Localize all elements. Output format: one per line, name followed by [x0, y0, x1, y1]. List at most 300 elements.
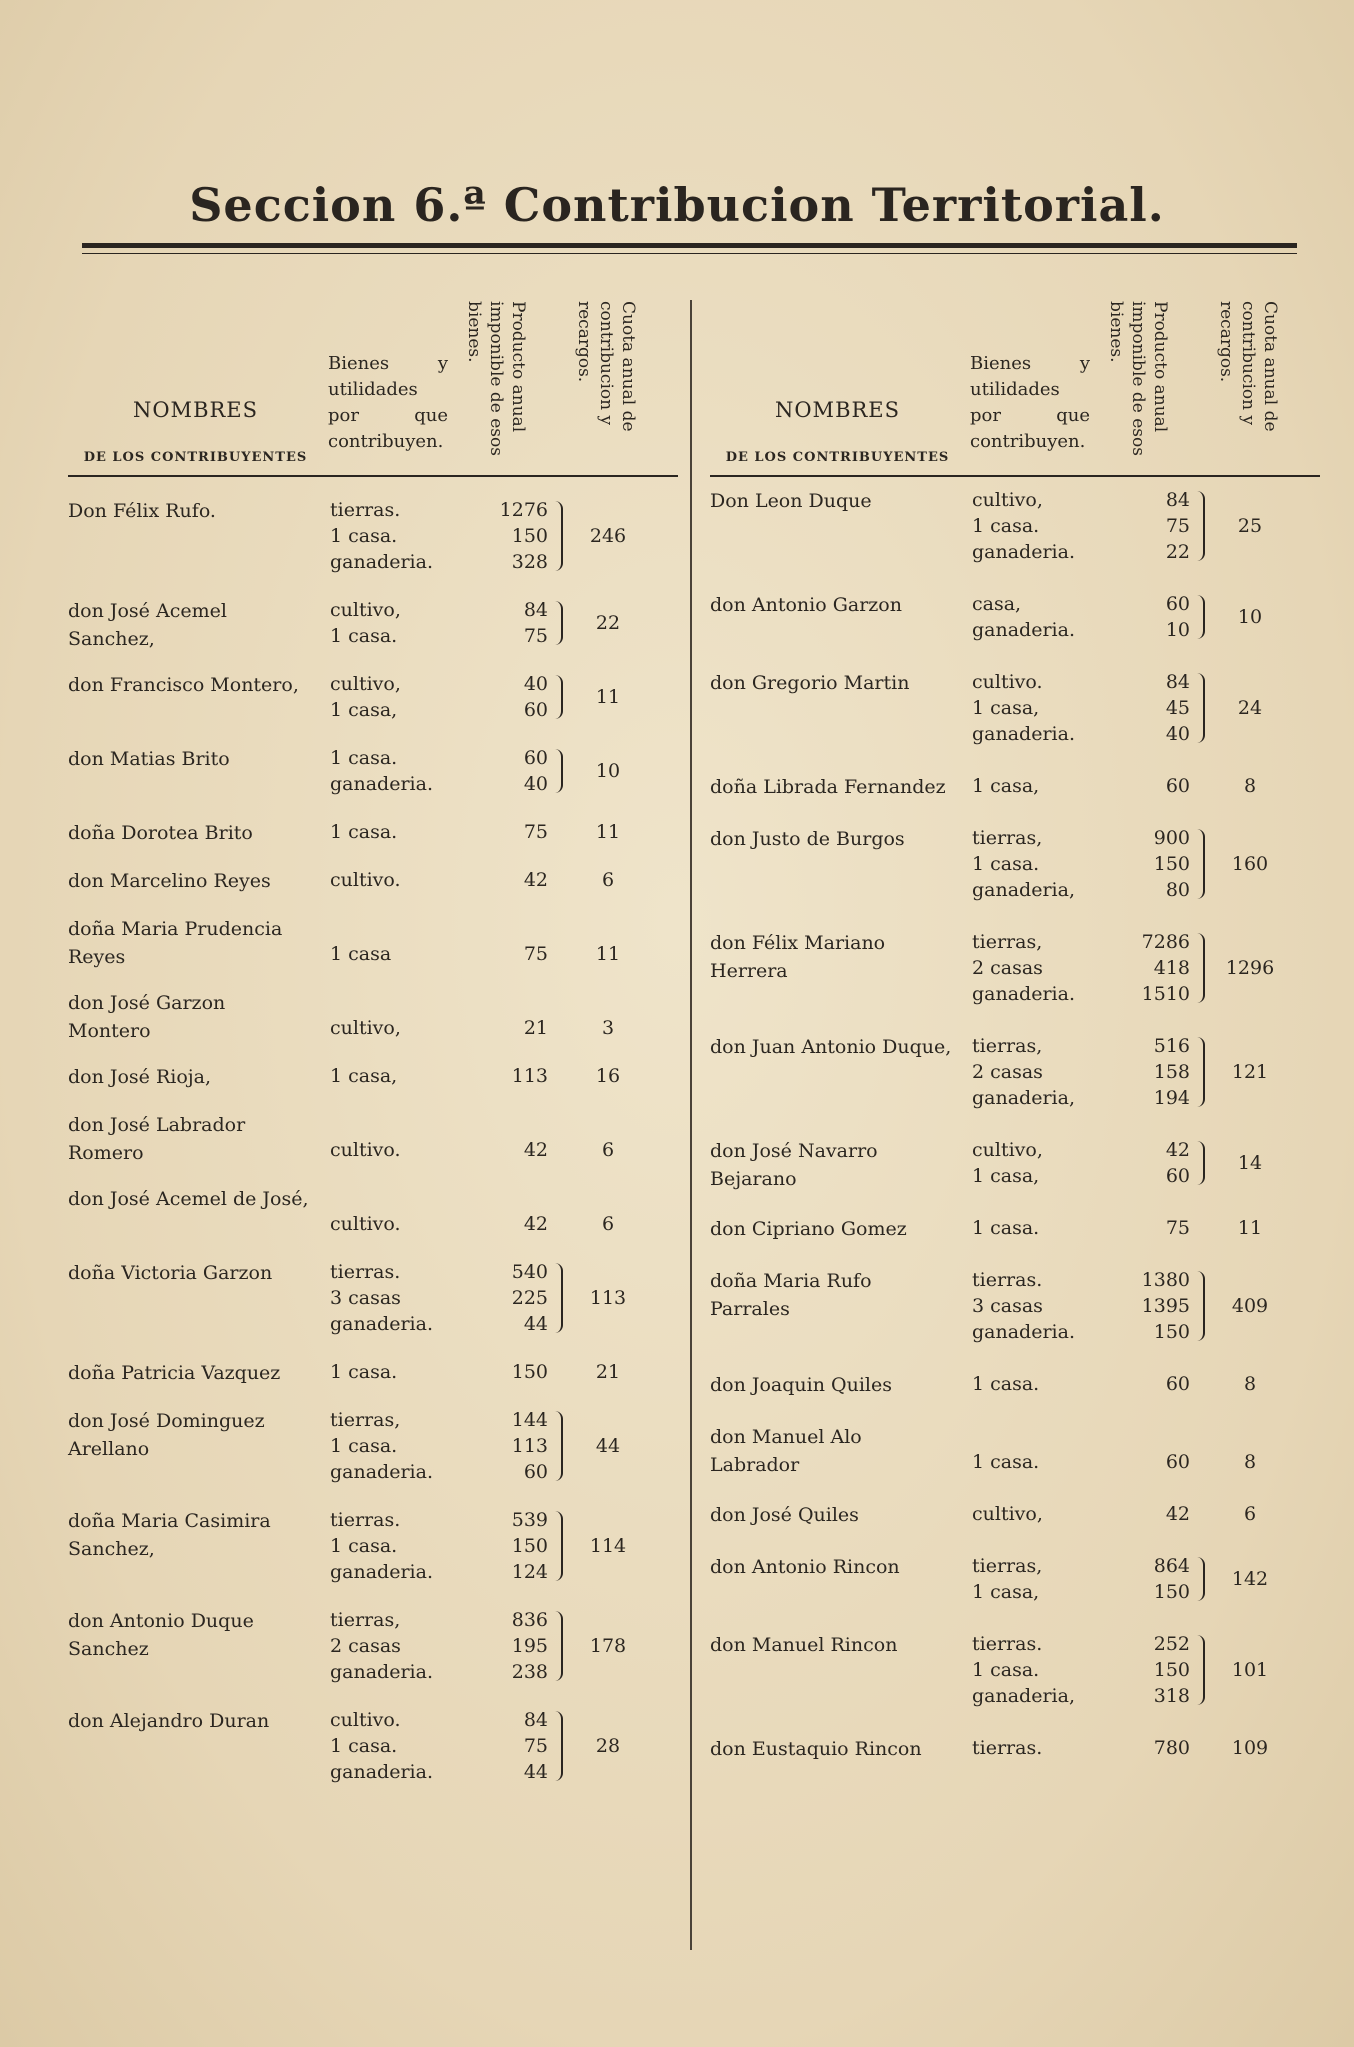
- goods-list: [972, 669, 1112, 747]
- contributor-name: doña Maria Rufo Parrales: [710, 1270, 872, 1320]
- quota-value: 109: [1231, 1737, 1269, 1759]
- goods-item: 1 casa,: [972, 697, 1040, 719]
- table-row: [710, 929, 1310, 1007]
- goods-item: tierras,: [330, 1609, 401, 1631]
- value-brace: [1193, 1557, 1205, 1601]
- contributor-name: don Félix Mariano Herrera: [710, 932, 886, 982]
- quota-value: 1296: [1225, 957, 1275, 979]
- table-row: [68, 867, 668, 893]
- quota-value: 25: [1237, 515, 1263, 537]
- goods-item: 1 casa,: [972, 1581, 1040, 1603]
- header-quota: Cuota anual de contribucion y recargos.: [574, 301, 638, 432]
- value-brace: [551, 1611, 563, 1681]
- product-values: [478, 1259, 548, 1337]
- table-row: [710, 1423, 1310, 1475]
- quota-value: 101: [1231, 1659, 1269, 1681]
- table-row: [710, 1501, 1310, 1527]
- product-values: [478, 671, 548, 723]
- product-value: 60: [1165, 1165, 1190, 1187]
- value-brace: [1193, 1271, 1205, 1341]
- header-names: NOMBRES: [774, 398, 901, 422]
- table-row: [710, 1137, 1310, 1189]
- product-value: 328: [511, 551, 548, 573]
- goods-list: [972, 1631, 1112, 1709]
- product-values: [1120, 1033, 1190, 1111]
- product-value: 150: [1153, 1321, 1190, 1343]
- goods-item: 1 casa,: [330, 1065, 398, 1087]
- quota-value: 121: [1231, 1061, 1269, 1083]
- product-values: [1120, 1371, 1190, 1397]
- product-value: 84: [523, 1709, 548, 1731]
- contributor-name: doña Patricia Vazquez: [68, 1362, 281, 1384]
- product-value: 113: [511, 1065, 548, 1087]
- goods-list: [972, 1735, 1112, 1761]
- contributor-name: don Cipriano Gomez: [710, 1218, 907, 1240]
- contributor-name: don Juan Antonio Duque,: [710, 1036, 952, 1058]
- goods-list: [972, 825, 1112, 903]
- product-values: [1120, 591, 1190, 643]
- value-brace: [1193, 933, 1205, 1003]
- product-value: 539: [511, 1509, 548, 1531]
- table-row: [710, 1735, 1310, 1761]
- value-brace: [1193, 829, 1205, 899]
- goods-item: tierras.: [330, 499, 401, 521]
- product-value: 150: [1153, 1581, 1190, 1603]
- contributor-name: don Antonio Garzon: [710, 594, 902, 616]
- product-value: 1510: [1141, 983, 1190, 1005]
- contributor-name: don José Quiles: [710, 1504, 859, 1526]
- goods-list: [330, 867, 470, 893]
- value-brace: [1193, 673, 1205, 743]
- goods-list: [972, 1501, 1112, 1527]
- goods-item: cultivo,: [972, 1139, 1043, 1161]
- goods-item: cultivo,: [972, 489, 1043, 511]
- product-value: 42: [523, 1213, 548, 1235]
- product-value: 150: [1153, 1659, 1190, 1681]
- goods-item: ganaderia.: [330, 1461, 433, 1483]
- product-values: [1120, 487, 1190, 565]
- product-values: [478, 819, 548, 845]
- contributor-name: don José Navarro Bejarano: [710, 1140, 878, 1190]
- column-divider: [690, 300, 692, 1950]
- goods-item: cultivo,: [972, 1503, 1043, 1525]
- table-row: [68, 1063, 668, 1089]
- goods-item: 1 casa.: [330, 525, 398, 547]
- goods-list: [972, 1449, 1112, 1475]
- product-value: 60: [523, 1461, 548, 1483]
- table-row: [710, 1267, 1310, 1345]
- table-row: [68, 1259, 668, 1337]
- header-contributors: DE LOS CONTRIBUYENTES: [83, 450, 308, 465]
- product-value: 150: [1153, 853, 1190, 875]
- header-product: Producto anual imponible de esos bienes.: [464, 301, 528, 456]
- goods-item: 3 casas: [330, 1287, 401, 1309]
- product-value: 10: [1165, 619, 1190, 641]
- contributor-name: don José Rioja,: [68, 1066, 212, 1088]
- contributor-name: doña Victoria Garzon: [68, 1262, 273, 1284]
- table-row: [68, 1407, 668, 1485]
- goods-item: cultivo.: [330, 869, 401, 891]
- product-values: [1120, 1501, 1190, 1527]
- goods-item: tierras,: [330, 1409, 401, 1431]
- quota-value: 246: [589, 525, 627, 547]
- goods-item: ganaderia.: [972, 723, 1075, 745]
- title-rule-thin: [82, 253, 1297, 254]
- product-value: 252: [1153, 1633, 1190, 1655]
- table-row: [710, 825, 1310, 903]
- goods-item: 1 casa,: [972, 775, 1040, 797]
- contributor-name: don Francisco Montero,: [68, 674, 299, 696]
- goods-list: [330, 597, 470, 649]
- product-value: 124: [511, 1561, 548, 1583]
- table-row: [68, 745, 668, 797]
- product-values: [1120, 1631, 1190, 1709]
- goods-item: 1 casa.: [972, 515, 1040, 537]
- quota-value: 11: [595, 821, 621, 843]
- goods-item: tierras,: [972, 931, 1043, 953]
- product-values: [1120, 1215, 1190, 1241]
- product-value: 318: [1153, 1685, 1190, 1707]
- table-header-left: [68, 290, 678, 477]
- goods-item: 1 casa,: [972, 1165, 1040, 1187]
- goods-item: ganaderia.: [330, 1561, 433, 1583]
- product-values: [478, 1063, 548, 1089]
- goods-item: 2 casas: [330, 1635, 401, 1657]
- product-values: [478, 867, 548, 893]
- table-row: [68, 597, 668, 649]
- goods-item: 1 casa.: [972, 1217, 1040, 1239]
- contributor-name: Don Félix Rufo.: [68, 500, 216, 522]
- product-value: 42: [523, 869, 548, 891]
- product-value: 84: [1165, 489, 1190, 511]
- goods-item: tierras,: [972, 827, 1043, 849]
- goods-item: tierras,: [972, 1035, 1043, 1057]
- header-goods: Bienes y utilidades por que contribuyen.: [970, 353, 1090, 452]
- table-row: [68, 1507, 668, 1585]
- table-row: [68, 671, 668, 723]
- contributor-name: don Manuel Rincon: [710, 1634, 898, 1656]
- goods-item: ganaderia.: [330, 551, 433, 573]
- goods-item: cultivo.: [972, 671, 1043, 693]
- contributor-name: don Alejandro Duran: [68, 1710, 270, 1732]
- product-value: 75: [1165, 515, 1190, 537]
- product-value: 864: [1153, 1555, 1190, 1577]
- quota-value: 8: [1243, 1451, 1257, 1473]
- product-value: 42: [1165, 1139, 1190, 1161]
- goods-item: cultivo.: [330, 1139, 401, 1161]
- goods-list: [972, 591, 1112, 643]
- table-row: [68, 989, 668, 1041]
- product-value: 42: [523, 1139, 548, 1161]
- header-names: NOMBRES: [132, 398, 259, 422]
- quota-value: 409: [1231, 1295, 1269, 1317]
- quota-value: 160: [1231, 853, 1269, 875]
- product-value: 60: [1165, 1451, 1190, 1473]
- product-value: 75: [523, 1735, 548, 1757]
- goods-list: [330, 1507, 470, 1585]
- product-values: [478, 1607, 548, 1685]
- goods-item: cultivo,: [330, 673, 401, 695]
- table-row: [68, 1359, 668, 1385]
- product-value: 540: [511, 1261, 548, 1283]
- product-value: 150: [511, 525, 548, 547]
- product-value: 44: [523, 1313, 548, 1335]
- table-row: [710, 669, 1310, 747]
- goods-item: tierras.: [972, 1269, 1043, 1291]
- goods-list: [330, 1015, 470, 1041]
- goods-list: [972, 1137, 1112, 1189]
- contributor-name: don José Garzon Montero: [68, 992, 226, 1042]
- product-values: [478, 497, 548, 575]
- goods-item: 1 casa.: [972, 1373, 1040, 1395]
- value-brace: [1193, 1141, 1205, 1185]
- goods-list: [972, 929, 1112, 1007]
- product-value: 40: [523, 773, 548, 795]
- goods-item: ganaderia,: [972, 1685, 1075, 1707]
- product-value: 80: [1165, 879, 1190, 901]
- product-values: [1120, 825, 1190, 903]
- goods-item: 1 casa.: [330, 821, 398, 843]
- table-row: [68, 1111, 668, 1163]
- product-value: 144: [511, 1409, 548, 1431]
- goods-item: 2 casas: [972, 957, 1043, 979]
- quota-value: 21: [595, 1361, 621, 1383]
- goods-list: [330, 497, 470, 575]
- goods-list: [330, 1211, 470, 1237]
- product-value: 418: [1153, 957, 1190, 979]
- product-values: [478, 1137, 548, 1163]
- goods-item: cultivo.: [330, 1213, 401, 1235]
- value-brace: [551, 501, 563, 571]
- product-values: [478, 1507, 548, 1585]
- quota-value: 11: [595, 943, 621, 965]
- left-column: [68, 290, 678, 1783]
- product-value: 84: [1165, 671, 1190, 693]
- goods-item: casa,: [972, 593, 1022, 615]
- product-value: 7286: [1141, 931, 1190, 953]
- right-column: [710, 290, 1320, 1760]
- product-value: 75: [523, 625, 548, 647]
- goods-list: [330, 671, 470, 723]
- table-header-right: [710, 290, 1320, 477]
- contributor-name: don José Labrador Romero: [68, 1114, 246, 1164]
- quota-value: 14: [1237, 1152, 1263, 1174]
- goods-list: [972, 1553, 1112, 1605]
- contributor-name: don Manuel Alo Labrador: [710, 1426, 862, 1476]
- contributor-name: doña Maria Casimira Sanchez,: [68, 1510, 271, 1560]
- quota-value: 178: [589, 1635, 627, 1657]
- goods-item: 1 casa.: [330, 1435, 398, 1457]
- contributor-name: don Gregorio Martin: [710, 672, 910, 694]
- quota-value: 10: [1237, 606, 1263, 628]
- goods-list: [330, 941, 470, 967]
- goods-list: [972, 487, 1112, 565]
- product-value: 194: [1153, 1087, 1190, 1109]
- product-value: 60: [1165, 1373, 1190, 1395]
- product-value: 1276: [499, 499, 548, 521]
- goods-item: 1 casa.: [972, 853, 1040, 875]
- header-quota: Cuota anual de contribucion y recargos.: [1216, 301, 1280, 432]
- value-brace: [551, 1411, 563, 1481]
- goods-item: 3 casas: [972, 1295, 1043, 1317]
- goods-list: [330, 819, 470, 845]
- goods-item: tierras.: [972, 1737, 1043, 1759]
- value-brace: [1193, 491, 1205, 561]
- table-row: [710, 591, 1310, 643]
- product-value: 516: [1153, 1035, 1190, 1057]
- quota-value: 6: [1243, 1503, 1257, 1525]
- table-row: [710, 487, 1310, 565]
- goods-list: [330, 1063, 470, 1089]
- table-row: [68, 1707, 668, 1785]
- product-value: 150: [511, 1535, 548, 1557]
- product-value: 113: [511, 1435, 548, 1457]
- product-value: 45: [1165, 697, 1190, 719]
- goods-item: tierras.: [972, 1633, 1043, 1655]
- table-row: [710, 1553, 1310, 1605]
- goods-item: cultivo,: [330, 1017, 401, 1039]
- value-brace: [1193, 595, 1205, 639]
- product-value: 60: [523, 747, 548, 769]
- page-title: Seccion 6.ª Contribucion Territorial.: [189, 178, 1165, 232]
- quota-value: 6: [601, 1139, 615, 1161]
- product-value: 150: [511, 1361, 548, 1383]
- contributor-name: don Antonio Rincon: [710, 1556, 900, 1578]
- goods-item: 1 casa.: [330, 1361, 398, 1383]
- goods-item: ganaderia,: [972, 1087, 1075, 1109]
- product-values: [478, 1211, 548, 1237]
- goods-list: [330, 1407, 470, 1485]
- product-value: 900: [1153, 827, 1190, 849]
- contributor-name: Don Leon Duque: [710, 490, 872, 512]
- contributor-name: doña Dorotea Brito: [68, 822, 253, 844]
- product-values: [1120, 929, 1190, 1007]
- product-value: 158: [1153, 1061, 1190, 1083]
- product-values: [1120, 669, 1190, 747]
- goods-item: 2 casas: [972, 1061, 1043, 1083]
- quota-value: 16: [595, 1065, 621, 1087]
- contributor-name: don José Acemel de José,: [68, 1188, 309, 1210]
- header-contributors: DE LOS CONTRIBUYENTES: [725, 450, 950, 465]
- product-values: [1120, 1553, 1190, 1605]
- contributor-name: don Marcelino Reyes: [68, 870, 271, 892]
- quota-value: 22: [595, 612, 621, 634]
- goods-list: [330, 1707, 470, 1785]
- product-value: 40: [523, 673, 548, 695]
- goods-item: ganaderia.: [972, 983, 1075, 1005]
- quota-value: 10: [595, 760, 621, 782]
- product-values: [478, 597, 548, 649]
- product-value: 75: [523, 943, 548, 965]
- goods-item: 1 casa.: [330, 1735, 398, 1757]
- goods-list: [972, 773, 1112, 799]
- goods-item: 1 casa.: [972, 1659, 1040, 1681]
- value-brace: [1193, 1635, 1205, 1705]
- table-row: [710, 773, 1310, 799]
- product-value: 238: [511, 1661, 548, 1683]
- quota-value: 142: [1231, 1568, 1269, 1590]
- contributor-name: don José Acemel Sanchez,: [68, 600, 227, 650]
- quota-value: 28: [595, 1735, 621, 1757]
- goods-item: 1 casa: [330, 943, 392, 965]
- table-row: [710, 1371, 1310, 1397]
- table-row: [68, 915, 668, 967]
- goods-item: 1 casa.: [330, 625, 398, 647]
- product-value: 21: [523, 1017, 548, 1039]
- goods-item: ganaderia.: [330, 1313, 433, 1335]
- contributor-name: don Antonio Duque Sanchez: [68, 1610, 254, 1660]
- product-values: [478, 1359, 548, 1385]
- goods-item: tierras.: [330, 1509, 401, 1531]
- goods-item: tierras.: [330, 1261, 401, 1283]
- goods-list: [330, 1259, 470, 1337]
- table-row: [710, 1215, 1310, 1241]
- product-value: 75: [523, 821, 548, 843]
- goods-item: ganaderia.: [330, 1661, 433, 1683]
- table-row: [68, 1607, 668, 1685]
- value-brace: [551, 1711, 563, 1781]
- table-row: [68, 497, 668, 575]
- product-values: [1120, 1267, 1190, 1345]
- value-brace: [551, 601, 563, 645]
- product-value: 60: [1165, 775, 1190, 797]
- quota-value: 6: [601, 869, 615, 891]
- contributor-name: doña Maria Prudencia Reyes: [68, 918, 283, 968]
- goods-item: ganaderia.: [972, 1321, 1075, 1343]
- product-values: [1120, 1735, 1190, 1761]
- product-value: 60: [1165, 593, 1190, 615]
- product-value: 1395: [1141, 1295, 1190, 1317]
- quota-value: 8: [1243, 1373, 1257, 1395]
- product-values: [1120, 1137, 1190, 1189]
- contributor-name: don Joaquin Quiles: [710, 1374, 892, 1396]
- value-brace: [551, 1511, 563, 1581]
- product-value: 40: [1165, 723, 1190, 745]
- value-brace: [551, 749, 563, 793]
- quota-value: 113: [589, 1287, 627, 1309]
- product-values: [1120, 1449, 1190, 1475]
- product-value: 1380: [1141, 1269, 1190, 1291]
- goods-item: tierras,: [972, 1555, 1043, 1577]
- goods-list: [330, 1359, 470, 1385]
- product-value: 225: [511, 1287, 548, 1309]
- product-value: 44: [523, 1761, 548, 1783]
- table-row: [710, 1033, 1310, 1111]
- value-brace: [551, 675, 563, 719]
- quota-value: 8: [1243, 775, 1257, 797]
- product-value: 22: [1165, 541, 1190, 563]
- goods-item: 1 casa.: [330, 747, 398, 769]
- goods-item: cultivo.: [330, 1709, 401, 1731]
- contributor-name: don Eustaquio Rincon: [710, 1738, 922, 1760]
- contributor-name: don Matias Brito: [68, 748, 230, 770]
- contributor-name: don José Dominguez Arellano: [68, 1410, 265, 1460]
- goods-item: ganaderia.: [330, 1761, 433, 1783]
- product-value: 195: [511, 1635, 548, 1657]
- header-goods: Bienes y utilidades por que contribuyen.: [328, 353, 448, 452]
- table-row: [68, 819, 668, 845]
- goods-item: 1 casa.: [972, 1451, 1040, 1473]
- goods-list: [330, 745, 470, 797]
- product-value: 780: [1153, 1737, 1190, 1759]
- goods-item: ganaderia.: [972, 541, 1075, 563]
- quota-value: 24: [1237, 697, 1263, 719]
- goods-list: [330, 1607, 470, 1685]
- product-value: 84: [523, 599, 548, 621]
- goods-list: [972, 1267, 1112, 1345]
- product-values: [478, 1015, 548, 1041]
- title-rule: [82, 243, 1297, 248]
